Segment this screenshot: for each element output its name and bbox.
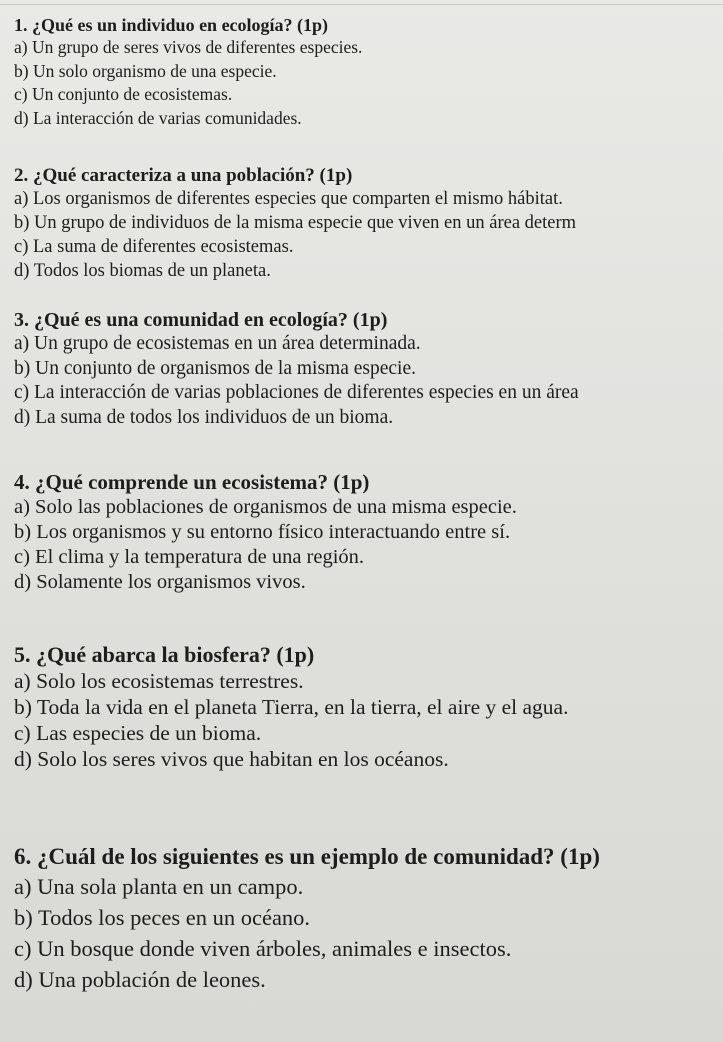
question-6-title: 6. ¿Cuál de los siguientes es un ejemplo de comunidad? (1p) [14, 844, 600, 869]
question-1-option-a: a) Un grupo de seres vivos de diferentes especies. [14, 37, 363, 57]
question-2-option-b: b) Un grupo de individuos de la misma especie que viven en un área determ [14, 213, 577, 233]
question-4-option-d: d) Solamente los organismos vivos. [14, 571, 306, 593]
question-5 [14, 642, 568, 772]
question-6-option-b: b) Todos los peces en un océano. [14, 905, 311, 930]
question-2 [14, 164, 576, 283]
question-5-option-c: c) Las especies de un bioma. [14, 721, 262, 745]
question-4-option-b: b) Los organismos y su entorno físico interactuando entre sí. [14, 521, 511, 543]
question-3-option-c: c) La interacción de varias poblaciones de diferentes especies en un área [14, 382, 579, 403]
question-3-option-d: d) La suma de todos los individuos de un bioma. [14, 406, 394, 428]
question-4 [14, 470, 517, 595]
question-1-option-c: c) Un conjunto de ecosistemas. [14, 84, 233, 104]
question-4-option-a: a) Solo las poblaciones de organismos de una misma especie. [14, 496, 517, 518]
question-6 [14, 843, 600, 995]
question-4-title: 4. ¿Qué comprende un ecosistema? (1p) [14, 470, 370, 494]
question-6-option-c: c) Un bosque donde viven árboles, animales e insectos. [14, 936, 512, 961]
question-2-option-c: c) La suma de diferentes ecosistemas. [14, 237, 294, 257]
question-5-option-b: b) Toda la vida en el planeta Tierra, en la tierra, el aire y el agua. [14, 695, 569, 719]
question-1-title: 1. ¿Qué es un individuo en ecología? (1p) [14, 15, 329, 35]
question-6-option-a: a) Una sola planta en un campo. [14, 874, 304, 899]
question-1-option-d: d) La interacción de varias comunidades. [14, 107, 302, 128]
question-1 [14, 14, 362, 130]
question-3-title: 3. ¿Qué es una comunidad en ecología? (1p) [14, 309, 388, 331]
question-1-option-b: b) Un solo organismo de una especie. [14, 60, 277, 81]
question-3 [14, 308, 579, 430]
question-3-option-a: a) Un grupo de ecosistemas en un área determinada. [14, 333, 421, 354]
question-2-option-d: d) Todos los biomas de un planeta. [14, 261, 271, 281]
question-4-option-c: c) El clima y la temperatura de una región. [14, 546, 365, 568]
page-top-edge [0, 4, 723, 5]
question-5-option-d: d) Solo los seres vivos que habitan en los océanos. [14, 747, 449, 771]
question-3-option-b: b) Un conjunto de organismos de la misma especie. [14, 357, 417, 379]
question-5-title: 5. ¿Qué abarca la biosfera? (1p) [14, 642, 315, 667]
question-6-option-d: d) Una población de leones. [14, 967, 266, 992]
question-2-title: 2. ¿Qué caracteriza a una población? (1p) [14, 165, 353, 186]
question-2-option-a: a) Los organismos de diferentes especies que comparten el mismo hábitat. [14, 189, 563, 209]
question-5-option-a: a) Solo los ecosistemas terrestres. [14, 669, 304, 693]
